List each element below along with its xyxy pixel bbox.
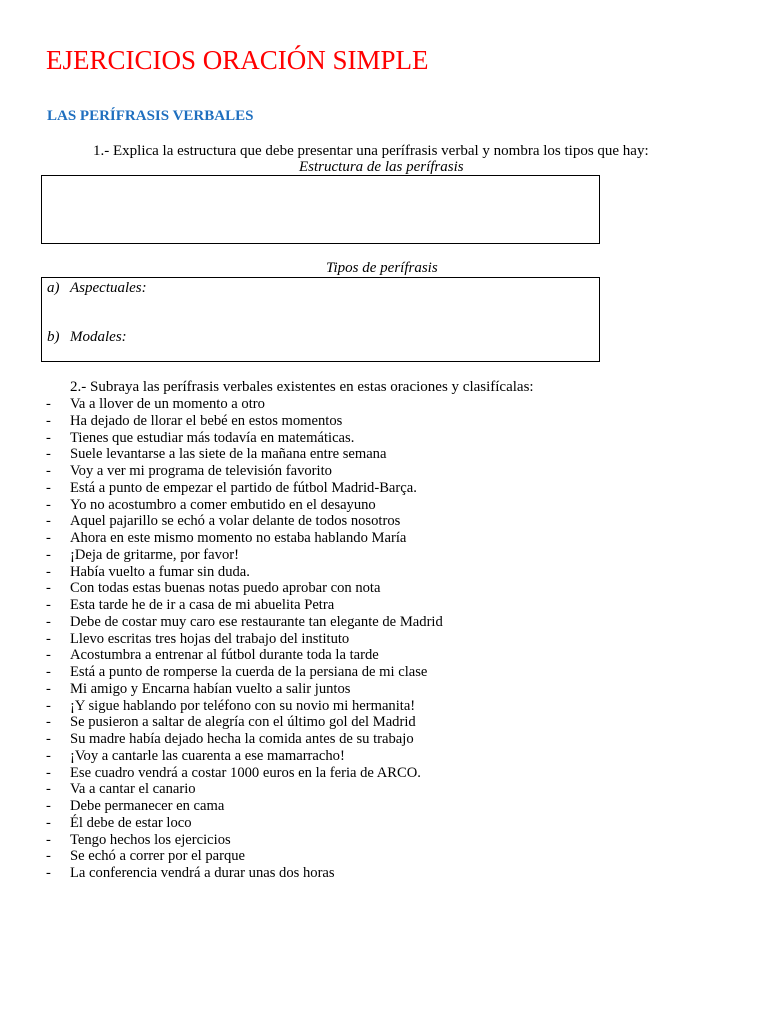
- sentence-item: [46, 396, 443, 413]
- sentence-item: [46, 480, 443, 497]
- sentence-text[interactable]: Acostumbra a entrenar al fútbol durante toda la tarde: [70, 647, 379, 664]
- sentence-item: [46, 631, 443, 648]
- question-1-prompt: 1.- Explica la estructura que debe presentar una perífrasis verbal y nombra los tipos que hay:: [93, 143, 649, 159]
- page-title: EJERCICIOS ORACIÓN SIMPLE: [46, 45, 429, 75]
- list-bullet: -: [46, 463, 51, 479]
- list-bullet: -: [46, 613, 51, 630]
- list-bullet: -: [46, 798, 51, 814]
- sentence-list: [46, 396, 443, 882]
- list-bullet: -: [46, 865, 51, 881]
- sentence-text[interactable]: Tengo hechos los ejercicios: [70, 831, 231, 848]
- sentence-text[interactable]: Llevo escritas tres hojas del trabajo del instituto: [70, 630, 350, 647]
- sentence-text[interactable]: ¡Deja de gritarme, por favor!: [70, 546, 239, 563]
- types-answer-box[interactable]: [41, 277, 600, 362]
- sentence-text[interactable]: Ha dejado de llorar el bebé en estos momentos: [70, 412, 343, 429]
- sentence-text[interactable]: Mi amigo y Encarna habían vuelto a salir juntos: [70, 680, 351, 697]
- type-marker: a): [47, 280, 60, 296]
- list-bullet: -: [46, 731, 51, 747]
- sentence-text[interactable]: Se echó a correr por el parque: [70, 848, 246, 865]
- list-bullet: -: [46, 496, 51, 513]
- sentence-text[interactable]: Con todas estas buenas notas puedo aprobar con nota: [70, 580, 381, 597]
- list-bullet: -: [46, 597, 51, 613]
- sentence-item: [46, 765, 443, 782]
- sentence-text[interactable]: Ahora en este mismo momento no estaba hablando María: [70, 530, 407, 546]
- sentence-item: [46, 681, 443, 698]
- type-item-aspectuales: [47, 279, 147, 297]
- sentence-item: [46, 580, 443, 597]
- list-bullet: -: [46, 580, 51, 597]
- sentence-item: [46, 446, 443, 463]
- list-bullet: -: [46, 546, 51, 563]
- list-bullet: -: [46, 814, 51, 831]
- sentence-text[interactable]: Esta tarde he de ir a casa de mi abuelita Petra: [70, 597, 335, 613]
- list-bullet: -: [46, 412, 51, 429]
- type-marker: b): [47, 329, 60, 345]
- sentence-item: [46, 497, 443, 514]
- sentence-text[interactable]: Tienes que estudiar más todavía en matemáticas.: [70, 429, 355, 446]
- sentence-item: [46, 530, 443, 547]
- list-bullet: -: [46, 747, 51, 764]
- sentence-text[interactable]: Voy a ver mi programa de televisión favorito: [70, 463, 332, 479]
- sentence-text[interactable]: Había vuelto a fumar sin duda.: [70, 563, 250, 580]
- list-bullet: -: [46, 647, 51, 664]
- types-caption: Tipos de perífrasis: [326, 260, 438, 276]
- structure-answer-box[interactable]: [41, 175, 600, 244]
- list-bullet: -: [46, 479, 51, 496]
- sentence-item: [46, 832, 443, 849]
- sentence-item: [46, 614, 443, 631]
- list-bullet: -: [46, 831, 51, 848]
- type-label: Aspectuales:: [70, 280, 147, 296]
- type-label: Modales:: [70, 329, 127, 345]
- sentence-text[interactable]: Suele levantarse a las siete de la mañana entre semana: [70, 446, 387, 463]
- sentence-text[interactable]: Su madre había dejado hecha la comida antes de su trabajo: [70, 731, 414, 747]
- list-bullet: -: [46, 764, 51, 781]
- sentence-item: [46, 664, 443, 681]
- sentence-item: [46, 731, 443, 748]
- sentence-text[interactable]: La conferencia vendrá a durar unas dos horas: [70, 865, 335, 881]
- sentence-item: [46, 647, 443, 664]
- list-bullet: -: [46, 714, 51, 731]
- list-bullet: -: [46, 396, 51, 412]
- sentence-item: [46, 564, 443, 581]
- sentence-item: [46, 513, 443, 530]
- sentence-text[interactable]: Va a cantar el canario: [70, 781, 196, 798]
- sentence-text[interactable]: ¡Voy a cantarle las cuarenta a ese mamarracho!: [70, 747, 345, 764]
- list-bullet: -: [46, 781, 51, 798]
- sentence-text[interactable]: Yo no acostumbro a comer embutido en el desayuno: [70, 496, 376, 513]
- question-2-prompt: 2.- Subraya las perífrasis verbales existentes en estas oraciones y clasifícalas:: [70, 379, 534, 395]
- sentence-text[interactable]: Debe de costar muy caro ese restaurante tan elegante de Madrid: [70, 613, 443, 630]
- sentence-item: [46, 597, 443, 614]
- sentence-item: [46, 430, 443, 447]
- sentence-item: [46, 748, 443, 765]
- sentence-item: [46, 848, 443, 865]
- sentence-text[interactable]: ¡Y sigue hablando por teléfono con su novio mi hermanita!: [70, 697, 416, 714]
- list-bullet: -: [46, 630, 51, 647]
- list-bullet: -: [46, 664, 51, 680]
- sentence-item: [46, 413, 443, 430]
- sentence-item: [46, 815, 443, 832]
- type-item-modales: [47, 328, 127, 346]
- section-heading: LAS PERÍFRASIS VERBALES: [47, 108, 254, 124]
- list-bullet: -: [46, 848, 51, 865]
- structure-caption: Estructura de las perífrasis: [299, 159, 464, 175]
- sentence-item: [46, 698, 443, 715]
- sentence-text[interactable]: Él debe de estar loco: [70, 814, 192, 831]
- list-bullet: -: [46, 513, 51, 530]
- sentence-item: [46, 865, 443, 882]
- sentence-text[interactable]: Se pusieron a saltar de alegría con el último gol del Madrid: [70, 714, 416, 731]
- list-bullet: -: [46, 429, 51, 446]
- sentence-text[interactable]: Está a punto de romperse la cuerda de la persiana de mi clase: [70, 664, 428, 680]
- sentence-item: [46, 714, 443, 731]
- sentence-item: [46, 547, 443, 564]
- sentence-text[interactable]: Debe permanecer en cama: [70, 798, 225, 814]
- sentence-item: [46, 463, 443, 480]
- sentence-item: [46, 798, 443, 815]
- list-bullet: -: [46, 697, 51, 714]
- sentence-text[interactable]: Va a llover de un momento a otro: [70, 396, 265, 412]
- list-bullet: -: [46, 446, 51, 463]
- sentence-text[interactable]: Aquel pajarillo se echó a volar delante de todos nosotros: [70, 513, 401, 530]
- sentence-text[interactable]: Ese cuadro vendrá a costar 1000 euros en la feria de ARCO.: [70, 764, 421, 781]
- sentence-text[interactable]: Está a punto de empezar el partido de fútbol Madrid-Barça.: [70, 479, 417, 496]
- sentence-item: [46, 781, 443, 798]
- list-bullet: -: [46, 563, 51, 580]
- list-bullet: -: [46, 680, 51, 697]
- list-bullet: -: [46, 530, 51, 546]
